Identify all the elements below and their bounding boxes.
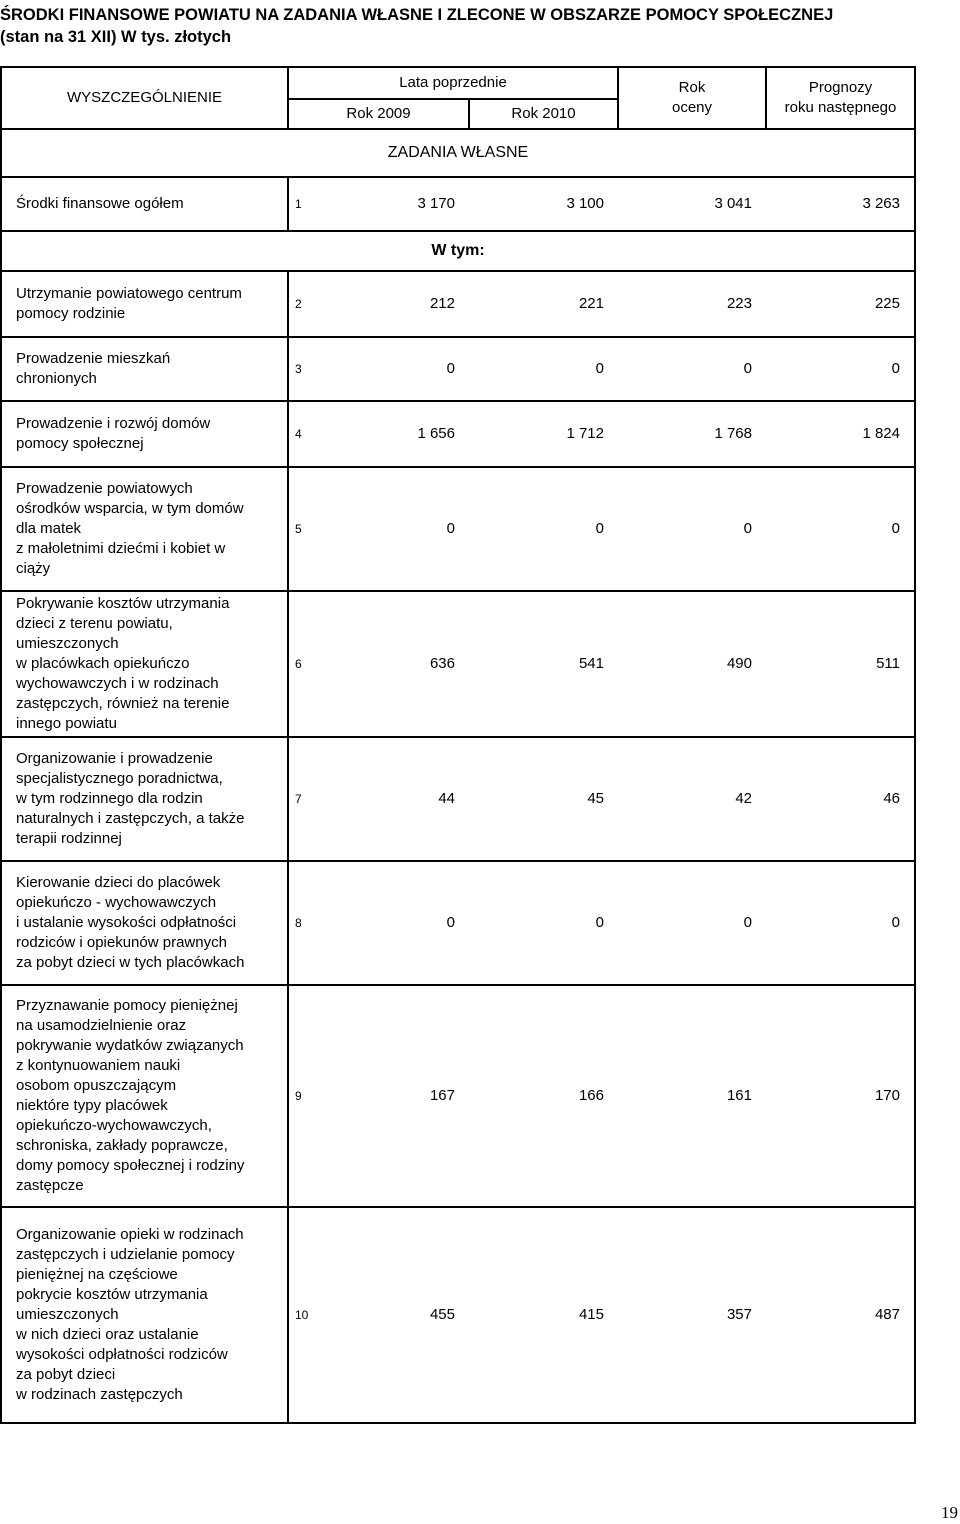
row-label-line: rodziców i opiekunów prawnych xyxy=(16,934,227,951)
row-label xyxy=(1,985,288,1207)
title-line-2: (stan na 31 XII) W tys. złotych xyxy=(0,28,232,46)
total-ocena: 3 041 xyxy=(618,177,766,231)
value-2009: 167 xyxy=(319,985,469,1207)
row-label-line: z małoletnimi dziećmi i kobiet w xyxy=(16,540,226,557)
row-number: 5 xyxy=(288,467,319,591)
value-ocena: 161 xyxy=(618,985,766,1207)
row-label-line: terapii rodzinnej xyxy=(16,830,122,847)
row-label-line: Prowadzenie i rozwój domów xyxy=(16,415,211,432)
row-label xyxy=(1,1207,288,1423)
row-label-line: pokrywanie wydatków związanych xyxy=(16,1037,244,1054)
title-line-1: ŚRODKI FINANSOWE POWIATU NA ZADANIA WŁASNE I ZLECONE W OBSZARZE POMOCY SPOŁECZNEJ xyxy=(0,6,834,24)
row-number: 4 xyxy=(288,401,319,467)
total-2010: 3 100 xyxy=(469,177,618,231)
value-2009: 212 xyxy=(319,271,469,337)
row-label-line: w nich dzieci oraz ustalanie xyxy=(16,1326,199,1343)
row-label-line: wysokości odpłatności rodziców xyxy=(16,1346,228,1363)
row-label-line: w tym rodzinnego dla rodzin xyxy=(16,790,203,807)
value-ocena: 223 xyxy=(618,271,766,337)
section-row xyxy=(1,129,915,177)
row-number: 3 xyxy=(288,337,319,401)
value-2010: 0 xyxy=(469,861,618,985)
document-title xyxy=(0,4,960,48)
value-2010: 0 xyxy=(469,337,618,401)
row-label-line: za pobyt dzieci xyxy=(16,1366,116,1383)
row-label-line: pokrycie kosztów utrzymania xyxy=(16,1286,208,1303)
value-ocena: 0 xyxy=(618,467,766,591)
row-label-line: na usamodzielnienie oraz xyxy=(16,1017,187,1034)
row-label-line: ośrodków wsparcia, w tym domów xyxy=(16,500,244,517)
row-label-line: zastępczych i udzielanie pomocy xyxy=(16,1246,235,1263)
table-row xyxy=(1,401,915,467)
value-prognoza: 511 xyxy=(766,591,915,737)
row-label-line: ciąży xyxy=(16,560,51,577)
row-label-line: opiekuńczo - wychowawczych xyxy=(16,894,217,911)
row-label-line: pomocy rodzinie xyxy=(16,305,126,322)
row-label-line: za pobyt dzieci w tych placówkach xyxy=(16,954,245,971)
total-prognoza: 3 263 xyxy=(766,177,915,231)
value-2010: 166 xyxy=(469,985,618,1207)
row-label-line: osobom opuszczającym xyxy=(16,1077,177,1094)
row-label xyxy=(1,737,288,861)
row-label-line: pieniężnej na częściowe xyxy=(16,1266,178,1283)
row-label-line: chronionych xyxy=(16,370,97,387)
table-row xyxy=(1,591,915,737)
row-label-line: dzieci z terenu powiatu, xyxy=(16,615,173,632)
row-number: 9 xyxy=(288,985,319,1207)
row-label xyxy=(1,271,288,337)
row-label-line: naturalnych i zastępczych, a także xyxy=(16,810,245,827)
table-row xyxy=(1,337,915,401)
row-label-line: niektóre typy placówek xyxy=(16,1097,168,1114)
header-prognozy-line1: Prognozy xyxy=(808,79,873,96)
row-label-line: domy pomocy społecznej i rodziny xyxy=(16,1157,245,1174)
row-label-line: z kontynuowaniem nauki xyxy=(16,1057,181,1074)
subsection-row xyxy=(1,231,915,271)
subsection-w-tym: W tym: xyxy=(1,231,915,271)
header-year-2009: Rok 2009 xyxy=(288,99,469,129)
value-prognoza: 1 824 xyxy=(766,401,915,467)
value-prognoza: 0 xyxy=(766,337,915,401)
row-label xyxy=(1,861,288,985)
row-label-line: Pokrywanie kosztów utrzymania xyxy=(16,595,230,612)
row-label-line: umieszczonych xyxy=(16,1306,119,1323)
value-ocena: 1 768 xyxy=(618,401,766,467)
value-2009: 0 xyxy=(319,861,469,985)
value-prognoza: 170 xyxy=(766,985,915,1207)
value-2009: 636 xyxy=(319,591,469,737)
row-label-line: pomocy społecznej xyxy=(16,435,144,452)
value-2009: 455 xyxy=(319,1207,469,1423)
header-prognozy xyxy=(766,67,915,129)
value-ocena: 357 xyxy=(618,1207,766,1423)
header-rok-oceny-line2: oceny xyxy=(671,99,713,116)
row-label xyxy=(1,591,288,737)
row-label-line: Kierowanie dzieci do placówek xyxy=(16,874,221,891)
row-label-line: w placówkach opiekuńczo xyxy=(16,655,190,672)
row-label-line: Prowadzenie mieszkań xyxy=(16,350,171,367)
value-prognoza: 225 xyxy=(766,271,915,337)
value-ocena: 0 xyxy=(618,861,766,985)
row-label xyxy=(1,401,288,467)
row-label-line: innego powiatu xyxy=(16,715,117,732)
header-prev-years: Lata poprzednie xyxy=(288,67,618,99)
header-row-1 xyxy=(1,67,915,99)
value-2009: 1 656 xyxy=(319,401,469,467)
value-prognoza: 487 xyxy=(766,1207,915,1423)
table-row xyxy=(1,271,915,337)
row-label xyxy=(1,337,288,401)
row-number: 7 xyxy=(288,737,319,861)
row-label-line: i ustalanie wysokości odpłatności xyxy=(16,914,237,931)
row-label-line: Przyznawanie pomocy pieniężnej xyxy=(16,997,238,1014)
row-number: 8 xyxy=(288,861,319,985)
value-2009: 0 xyxy=(319,337,469,401)
value-2010: 221 xyxy=(469,271,618,337)
header-year-2010: Rok 2010 xyxy=(469,99,618,129)
value-2010: 541 xyxy=(469,591,618,737)
row-label-line: Organizowanie opieki w rodzinach xyxy=(16,1226,244,1243)
table-row xyxy=(1,1207,915,1423)
header-rok-oceny xyxy=(618,67,766,129)
row-label-line: zastępczych, również na terenie xyxy=(16,695,230,712)
total-label: Środki finansowe ogółem xyxy=(1,177,288,231)
finance-table xyxy=(0,66,916,1424)
row-label xyxy=(1,467,288,591)
row-label-line: schroniska, zakłady poprawcze, xyxy=(16,1137,228,1154)
row-number: 10 xyxy=(288,1207,319,1423)
total-row xyxy=(1,177,915,231)
header-prognozy-line2: roku następnego xyxy=(784,99,897,116)
value-prognoza: 46 xyxy=(766,737,915,861)
header-rok-oceny-line1: Rok xyxy=(678,79,706,96)
value-2010: 0 xyxy=(469,467,618,591)
section-zadania-wlasne: ZADANIA WŁASNE xyxy=(1,129,915,177)
row-label-line: Utrzymanie powiatowego centrum xyxy=(16,285,242,302)
value-2009: 44 xyxy=(319,737,469,861)
row-number: 2 xyxy=(288,271,319,337)
table-row xyxy=(1,985,915,1207)
row-label-line: zastępcze xyxy=(16,1177,84,1194)
row-label-line: w rodzinach zastępczych xyxy=(16,1386,183,1403)
header-spec: WYSZCZEGÓLNIENIE xyxy=(1,67,288,129)
table-row xyxy=(1,737,915,861)
row-label-line: specjalistycznego poradnictwa, xyxy=(16,770,223,787)
row-label-line: wychowawczych i w rodzinach xyxy=(16,675,219,692)
value-2010: 1 712 xyxy=(469,401,618,467)
value-prognoza: 0 xyxy=(766,861,915,985)
value-2010: 415 xyxy=(469,1207,618,1423)
value-2009: 0 xyxy=(319,467,469,591)
total-2009: 3 170 xyxy=(319,177,469,231)
row-label-line: umieszczonych xyxy=(16,635,119,652)
page-number: 19 xyxy=(941,1503,958,1522)
table-row xyxy=(1,861,915,985)
value-prognoza: 0 xyxy=(766,467,915,591)
total-nr: 1 xyxy=(288,177,319,231)
table-row xyxy=(1,467,915,591)
row-label-line: Prowadzenie powiatowych xyxy=(16,480,193,497)
row-label-line: opiekuńczo-wychowawczych, xyxy=(16,1117,212,1134)
row-label-line: Organizowanie i prowadzenie xyxy=(16,750,213,767)
row-label-line: dla matek xyxy=(16,520,82,537)
value-ocena: 0 xyxy=(618,337,766,401)
value-2010: 45 xyxy=(469,737,618,861)
row-number: 6 xyxy=(288,591,319,737)
value-ocena: 490 xyxy=(618,591,766,737)
value-ocena: 42 xyxy=(618,737,766,861)
